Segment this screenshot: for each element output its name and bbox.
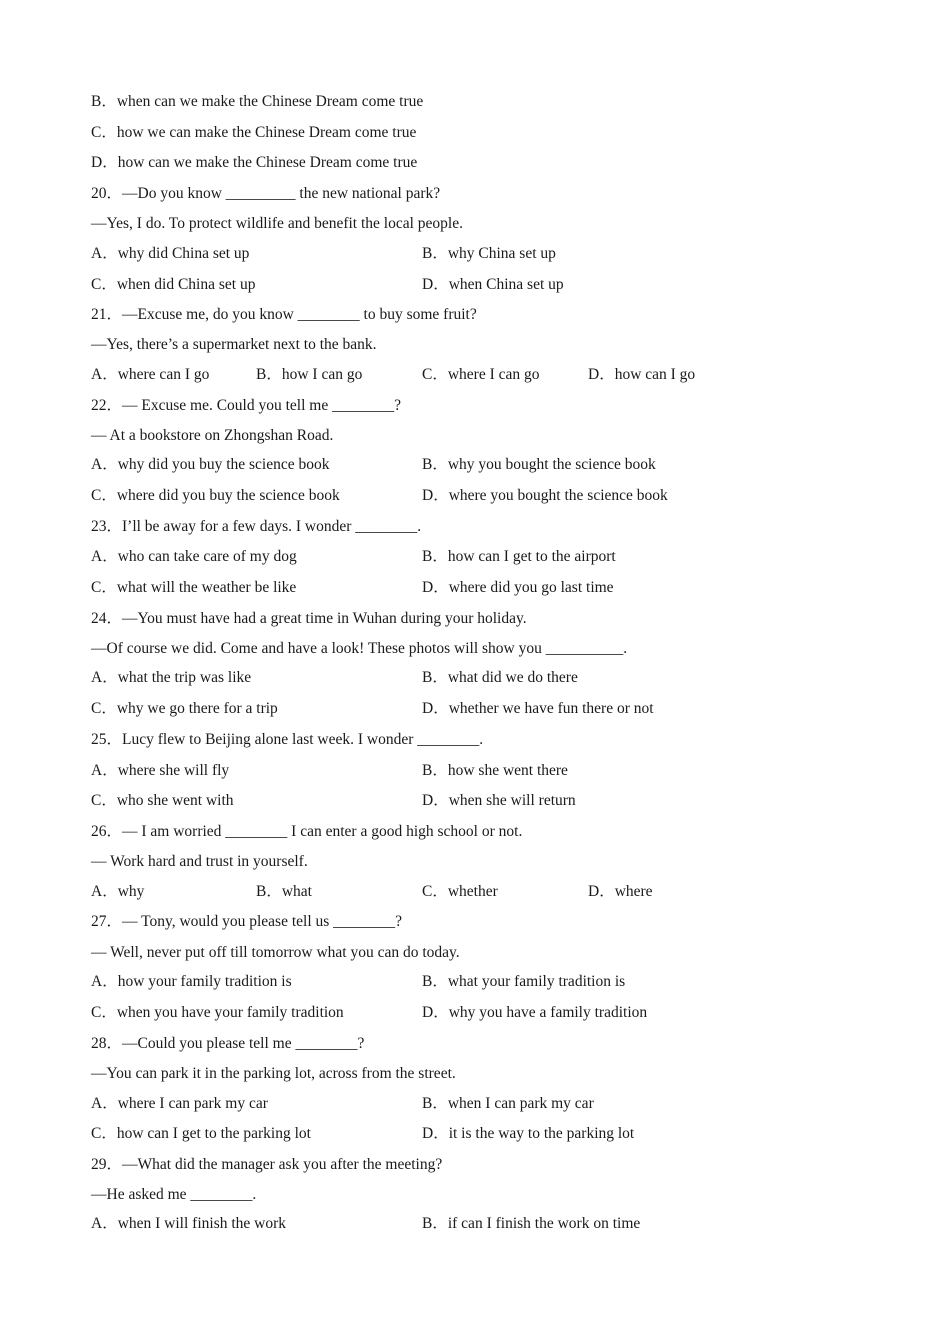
text-line: — Well, never put off till tomorrow what you can do today. <box>91 944 460 961</box>
answer-option: D．where did you go last time <box>422 579 614 596</box>
answer-option: D．how can I go <box>588 366 696 383</box>
text-line: B．when can we make the Chinese Dream come true <box>91 93 424 110</box>
text-line: — At a bookstore on Zhongshan Road. <box>91 427 334 444</box>
answer-option: C．why we go there for a trip <box>91 700 278 717</box>
answer-option: B．what your family tradition is <box>422 973 626 990</box>
answer-option: D．where you bought the science book <box>422 487 668 504</box>
answer-option: A．why <box>91 883 145 900</box>
answer-option: A．how your family tradition is <box>91 973 292 990</box>
answer-option: D．whether we have fun there or not <box>422 700 654 717</box>
text-line: 27．— Tony, would you please tell us ________? <box>91 913 403 930</box>
answer-option: C．how can I get to the parking lot <box>91 1125 311 1142</box>
answer-option: A．why did you buy the science book <box>91 456 330 473</box>
text-line: C．how we can make the Chinese Dream come true <box>91 124 417 141</box>
answer-option: A．who can take care of my dog <box>91 548 297 565</box>
answer-option: D．it is the way to the parking lot <box>422 1125 635 1142</box>
answer-option: B．when I can park my car <box>422 1095 594 1112</box>
answer-option: A．what the trip was like <box>91 669 252 686</box>
answer-option: B．what <box>256 883 312 900</box>
text-line: 24．—You must have had a great time in Wuhan during your holiday. <box>91 610 527 627</box>
text-line: —Yes, there’s a supermarket next to the bank. <box>91 336 377 353</box>
answer-option: B．how can I get to the airport <box>422 548 616 565</box>
text-line: —He asked me ________. <box>91 1186 257 1203</box>
answer-option: C．where I can go <box>422 366 540 383</box>
text-line: 20．—Do you know _________ the new national park? <box>91 185 441 202</box>
answer-option: B．why China set up <box>422 245 556 262</box>
text-line: —You can park it in the parking lot, across from the street. <box>91 1065 456 1082</box>
answer-option: A．why did China set up <box>91 245 250 262</box>
answer-option: C．whether <box>422 883 498 900</box>
text-line: 22．— Excuse me. Could you tell me ________? <box>91 397 401 414</box>
answer-option: D．where <box>588 883 653 900</box>
answer-option: A．where can I go <box>91 366 210 383</box>
answer-option: D．when China set up <box>422 276 564 293</box>
answer-option: C．where did you buy the science book <box>91 487 340 504</box>
answer-option: B．how she went there <box>422 762 568 779</box>
answer-option: D．why you have a family tradition <box>422 1004 648 1021</box>
answer-option: B．if can I finish the work on time <box>422 1215 641 1232</box>
answer-option: A．where I can park my car <box>91 1095 268 1112</box>
answer-option: C．what will the weather be like <box>91 579 297 596</box>
answer-option: B．why you bought the science book <box>422 456 656 473</box>
text-line: D．how can we make the Chinese Dream come true <box>91 154 418 171</box>
answer-option: C．who she went with <box>91 792 234 809</box>
text-line: 29．—What did the manager ask you after the meeting? <box>91 1156 443 1173</box>
answer-option: A．when I will finish the work <box>91 1215 287 1232</box>
answer-option: D．when she will return <box>422 792 576 809</box>
text-line: —Yes, I do. To protect wildlife and benefit the local people. <box>91 215 463 232</box>
answer-option: C．when did China set up <box>91 276 256 293</box>
text-line: 28．—Could you please tell me ________? <box>91 1035 365 1052</box>
text-line: 25．Lucy flew to Beijing alone last week. I wonder ________. <box>91 731 484 748</box>
text-line: 23．I’ll be away for a few days. I wonder ________. <box>91 518 422 535</box>
answer-option: A．where she will fly <box>91 762 230 779</box>
text-line: —Of course we did. Come and have a look! These photos will show you __________. <box>91 640 628 657</box>
text-line: — Work hard and trust in yourself. <box>91 853 308 870</box>
text-line: 26．— I am worried ________ I can enter a good high school or not. <box>91 823 523 840</box>
answer-option: C．when you have your family tradition <box>91 1004 344 1021</box>
answer-option: B．what did we do there <box>422 669 578 686</box>
answer-option: B．how I can go <box>256 366 363 383</box>
text-line: 21．—Excuse me, do you know ________ to buy some fruit? <box>91 306 477 323</box>
